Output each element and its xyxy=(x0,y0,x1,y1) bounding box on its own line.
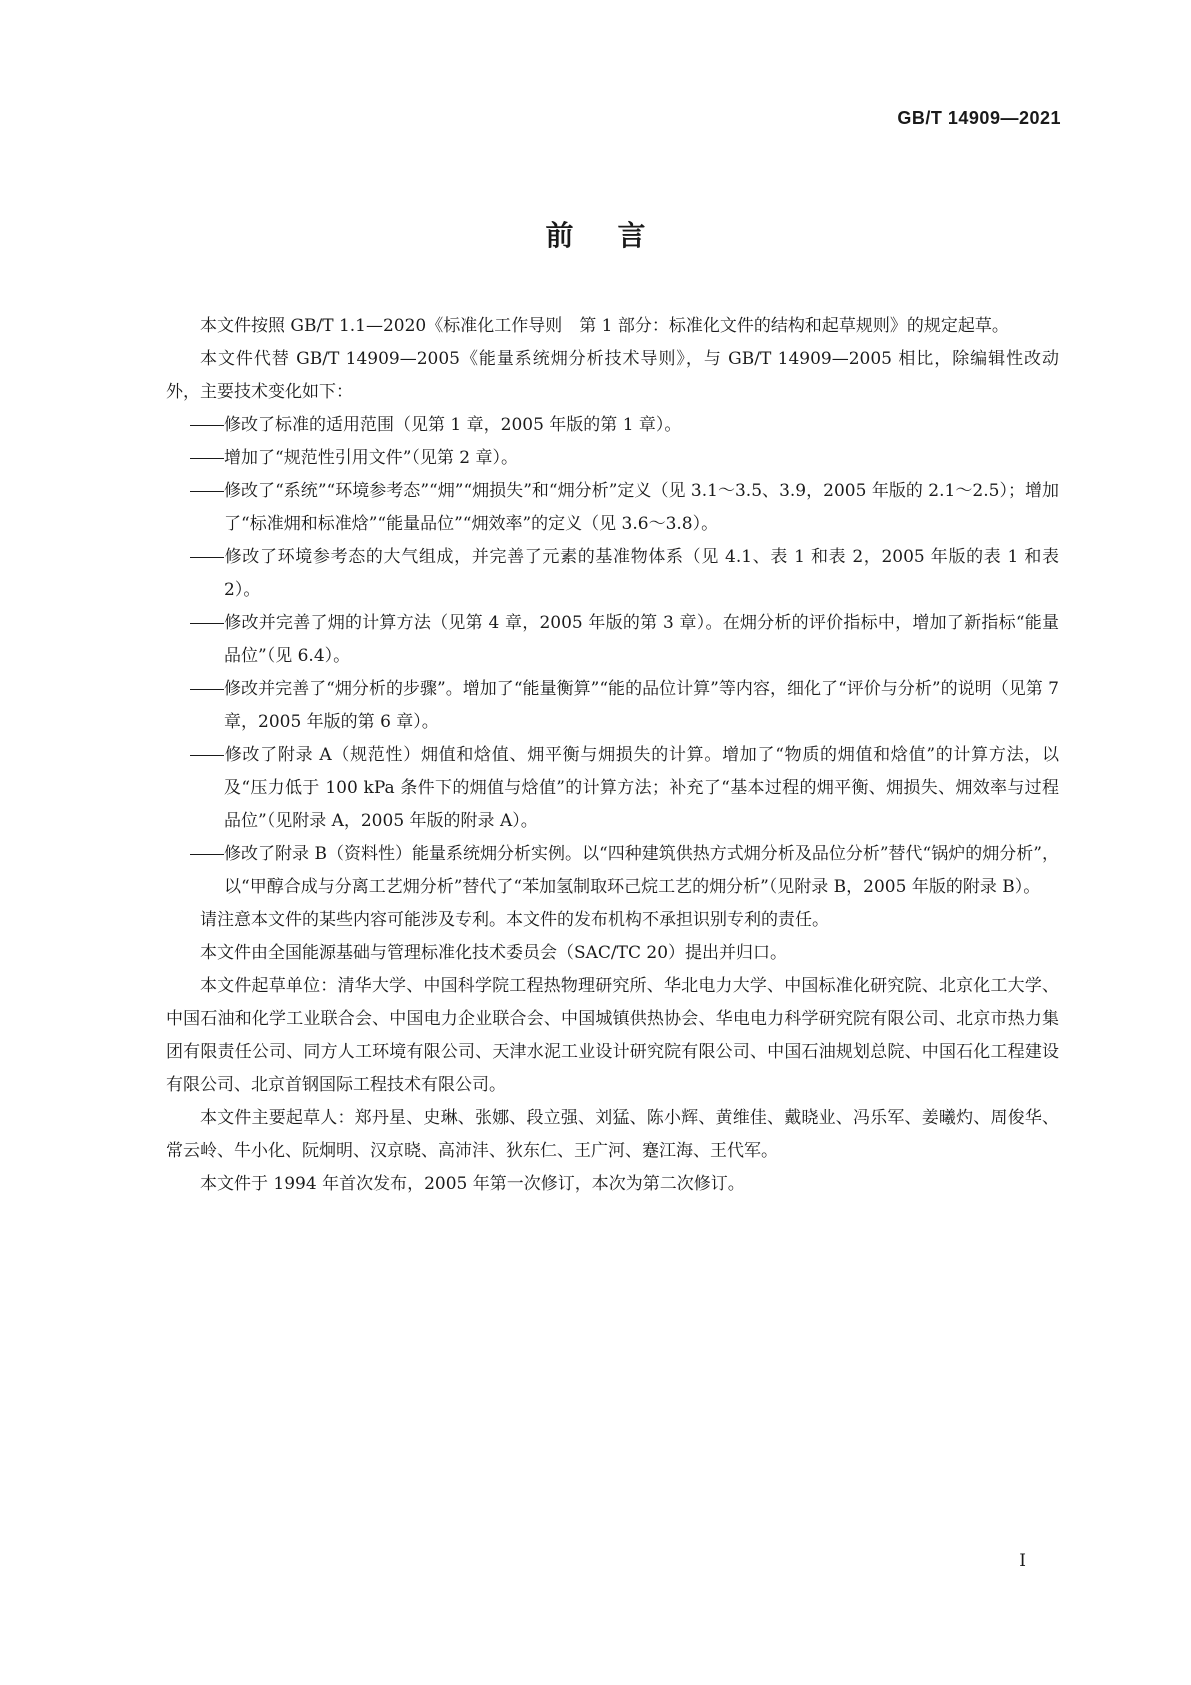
dash-mark xyxy=(190,607,224,640)
paragraph-history: 本文件于 1994 年首次发布，2005 年第一次修订，本次为第二次修订。 xyxy=(200,1174,745,1194)
paragraph-drafting-units: 本文件起草单位：清华大学、中国科学院工程热物理研究所、华北电力大学、中国标准化研究院、北京化工大学、中国石油和化学工业联合会、中国电力企业联合会、中国城镇供热协会、华电电力科学研究院有限公司、北京市热力集团有限责任公司、同方人工环境有限公司、天津水泥工业设计研究院有限公司、中国石油规划总院、中国石化工程建设有限公司、北京首钢国际工程技术有限公司。 xyxy=(166,976,1059,1095)
change-item-text: 修改了“系统”“环境参考态”“㶲”“㶲损失”和“㶲分析”定义（见 3.1～3.5、3.9，2005 年版的 2.1～2.5）；增加了“标准㶲和标准焓”“能量品位”“㶲效率”的定义（见 3.6～3.8）。 xyxy=(224,481,1059,534)
change-item-text: 修改并完善了“㶲分析的步骤”。增加了“能量衡算”“能的品位计算”等内容，细化了“评价与分析”的说明（见第 7 章，2005 年版的第 6 章）。 xyxy=(224,679,1059,732)
change-item-text: 修改并完善了㶲的计算方法（见第 4 章，2005 年版的第 3 章）。在㶲分析的评价指标中，增加了新指标“能量品位”（见 6.4）。 xyxy=(224,613,1059,666)
page-number: I xyxy=(1019,1551,1026,1571)
change-item xyxy=(166,541,1059,607)
standard-number: GB/T 14909—2021 xyxy=(897,108,1061,128)
change-item-text: 增加了“规范性引用文件”（见第 2 章）。 xyxy=(224,448,519,468)
change-item-text: 修改了标准的适用范围（见第 1 章，2005 年版的第 1 章）。 xyxy=(224,415,682,435)
dash-mark xyxy=(190,673,224,706)
change-item-text: 修改了附录 B（资料性）能量系统㶲分析实例。以“四种建筑供热方式㶲分析及品位分析”替代“锅炉的㶲分析”，以“甲醇合成与分离工艺㶲分析”替代了“苯加氢制取环己烷工艺的㶲分析”（见附录 B，2005 年版的附录 B）。 xyxy=(224,844,1059,897)
change-item xyxy=(166,838,1059,904)
paragraph-patent-notice: 请注意本文件的某些内容可能涉及专利。本文件的发布机构不承担识别专利的责任。 xyxy=(200,910,829,930)
change-item-text: 修改了附录 A（规范性）㶲值和焓值、㶲平衡与㶲损失的计算。增加了“物质的㶲值和焓值”的计算方法，以及“压力低于 100 kPa 条件下的㶲值与焓值”的计算方法；补充了“基本过程的㶲平衡、㶲损失、㶲效率与过程品位”（见附录 A，2005 年版的附录 A）。 xyxy=(224,745,1059,831)
dash-mark xyxy=(190,739,224,772)
paragraph-replacement: 本文件代替 GB/T 14909—2005《能量系统㶲分析技术导则》，与 GB/T 14909—2005 相比，除编辑性改动外，主要技术变化如下： xyxy=(166,349,1059,402)
page-title: 前言 xyxy=(545,219,690,252)
paragraph-proposer: 本文件由全国能源基础与管理标准化技术委员会（SAC/TC 20）提出并归口。 xyxy=(200,943,788,963)
paragraph-drafting-rules: 本文件按照 GB/T 1.1—2020《标准化工作导则 第 1 部分：标准化文件的结构和起草规则》的规定起草。 xyxy=(200,316,1009,336)
change-item xyxy=(166,739,1059,838)
dash-mark xyxy=(190,442,224,475)
change-item xyxy=(166,475,1059,541)
change-item xyxy=(166,442,1059,475)
change-item xyxy=(166,409,1059,442)
paragraph-drafters: 本文件主要起草人：郑丹星、史琳、张娜、段立强、刘猛、陈小辉、黄维佳、戴晓业、冯乐军、姜曦灼、周俊华、常云岭、牛小化、阮炯明、汉京晓、高沛沣、狄东仁、王广河、蹇江海、王代军。 xyxy=(166,1108,1059,1161)
dash-mark xyxy=(190,409,224,442)
change-item xyxy=(166,673,1059,739)
dash-mark xyxy=(190,838,224,871)
dash-mark xyxy=(190,475,224,508)
dash-mark xyxy=(190,541,224,574)
change-item xyxy=(166,607,1059,673)
preface-body xyxy=(166,310,1059,1201)
change-item-text: 修改了环境参考态的大气组成，并完善了元素的基准物体系（见 4.1、表 1 和表 2，2005 年版的表 1 和表 2）。 xyxy=(224,547,1059,600)
